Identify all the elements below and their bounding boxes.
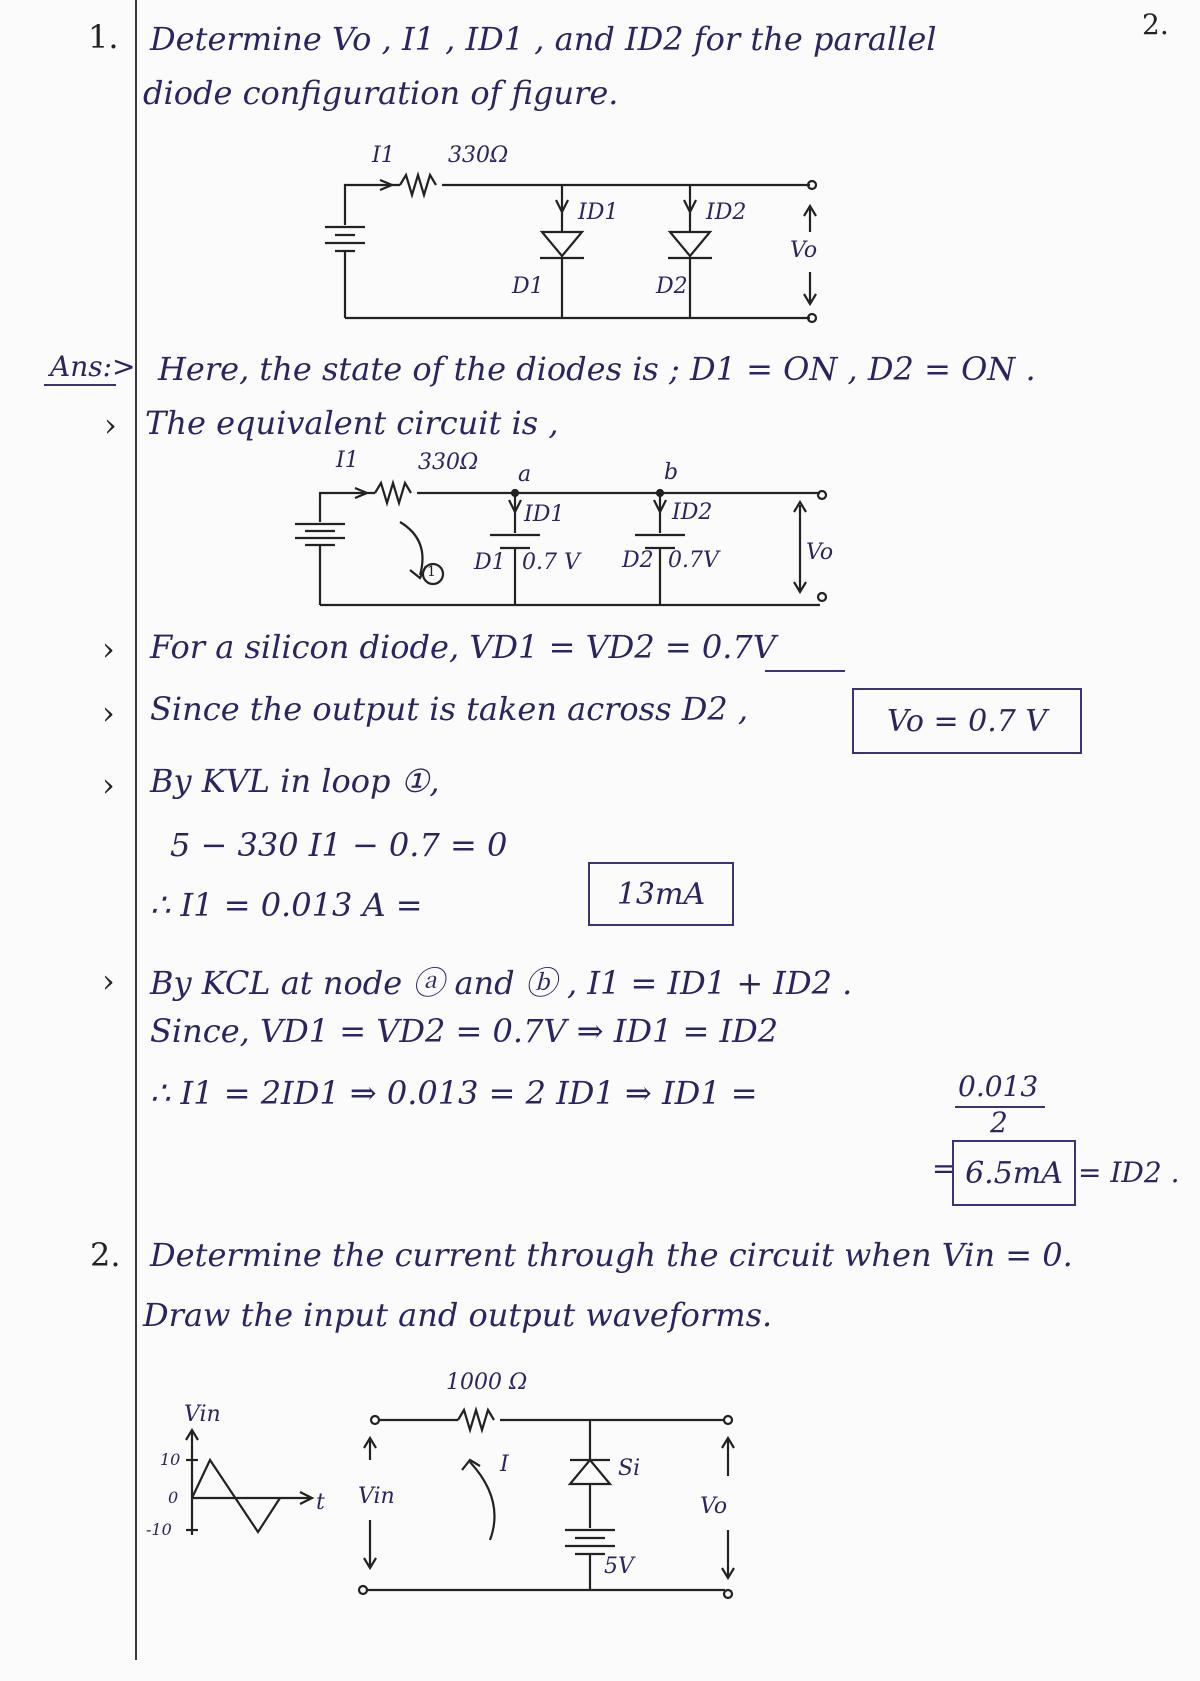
- fig1-vo-label: Vo: [790, 238, 818, 263]
- question-1-line-1: Determine Vo , I1 , ID1 , and ID2 for the parallel: [150, 20, 937, 58]
- fraction-numerator: 0.013: [958, 1070, 1039, 1103]
- i1-equation: ∴ I1 = 0.013 A =: [150, 886, 423, 924]
- fig2-node-a: a: [518, 462, 532, 487]
- wave-minus10-label: -10: [146, 1520, 172, 1539]
- bullet: ›: [102, 630, 115, 668]
- fig1-i1-label: I1: [372, 143, 395, 168]
- question-1-line-2: diode configuration of figure.: [143, 74, 619, 112]
- kcl-line: By KCL at node ⓐ and ⓑ , I1 = ID1 + ID2 .: [150, 964, 853, 1002]
- fig2-loop-number: 1: [427, 564, 436, 580]
- answer-marker: Ans:>: [50, 350, 136, 383]
- since-output-line: Since the output is taken across D2 ,: [150, 690, 749, 728]
- fig1-d1-label: D1: [512, 274, 544, 299]
- fraction-denominator: 2: [990, 1106, 1008, 1139]
- fig1-id2-label: ID2: [706, 200, 747, 225]
- answer-equivalent: The equivalent circuit is ,: [145, 404, 559, 442]
- wave-t-label: t: [316, 1490, 325, 1515]
- fig2-node-b: b: [664, 460, 679, 485]
- fig2-id1-label: ID1: [524, 502, 565, 527]
- fig2-d1-voltage: 0.7 V: [522, 550, 580, 575]
- since-vd-line: Since, VD1 = VD2 = 0.7V ⇒ ID1 = ID2: [150, 1012, 779, 1050]
- page-number: 2.: [1142, 8, 1169, 41]
- fig2-i1-label: I1: [336, 448, 359, 473]
- wave-vin-label: Vin: [184, 1402, 221, 1427]
- fig3-battery-label: 5V: [604, 1554, 634, 1579]
- fig2-d2-label: D2: [622, 548, 654, 573]
- fig1-id1-label: ID1: [578, 200, 619, 225]
- i1-result-box: 13mA: [588, 862, 734, 926]
- fig3-vo-label: Vo: [700, 1494, 728, 1519]
- fig2-resistor-label: 330Ω: [418, 450, 479, 475]
- question-1-number: 1.: [88, 18, 119, 56]
- fig2-id2-label: ID2: [672, 500, 713, 525]
- kvl-line: By KVL in loop ①,: [150, 762, 440, 800]
- fig2-vo-label: Vo: [806, 540, 834, 565]
- wave-10-label: 10: [160, 1450, 181, 1469]
- silicon-line: For a silicon diode, VD1 = VD2 = 0.7V: [150, 628, 776, 666]
- bullet: ›: [102, 766, 115, 804]
- fig3-vin-label: Vin: [358, 1484, 395, 1509]
- equals-prefix: =: [932, 1152, 956, 1185]
- vo-result-box: Vo = 0.7 V: [852, 688, 1082, 754]
- question-2-line-2: Draw the input and output waveforms.: [143, 1296, 773, 1334]
- fig3-current-label: I: [500, 1452, 509, 1477]
- bullet: ›: [104, 406, 117, 444]
- bullet: ›: [102, 694, 115, 732]
- answer-state: Here, the state of the diodes is ; D1 = ON , D2 = ON .: [158, 350, 1036, 388]
- bullet: ›: [102, 962, 115, 1000]
- question-2-line-1: Determine the current through the circuit when Vin = 0.: [150, 1236, 1073, 1274]
- fig3-si-label: Si: [618, 1456, 641, 1481]
- fig1-resistor-label: 330Ω: [448, 143, 509, 168]
- kvl-equation: 5 − 330 I1 − 0.7 = 0: [170, 826, 508, 864]
- id-result-suffix: = ID2 .: [1078, 1156, 1180, 1189]
- question-2-number: 2.: [90, 1236, 121, 1274]
- fig3-resistor-label: 1000 Ω: [446, 1370, 528, 1395]
- wave-0-label: 0: [168, 1488, 179, 1507]
- fig2-d1-label: D1: [474, 550, 506, 575]
- fig1-d2-label: D2: [656, 274, 688, 299]
- fig2-d2-voltage: 0.7V: [668, 548, 719, 573]
- id-result-box: 6.5mA: [952, 1140, 1076, 1206]
- therefore-line: ∴ I1 = 2ID1 ⇒ 0.013 = 2 ID1 ⇒ ID1 =: [150, 1074, 758, 1112]
